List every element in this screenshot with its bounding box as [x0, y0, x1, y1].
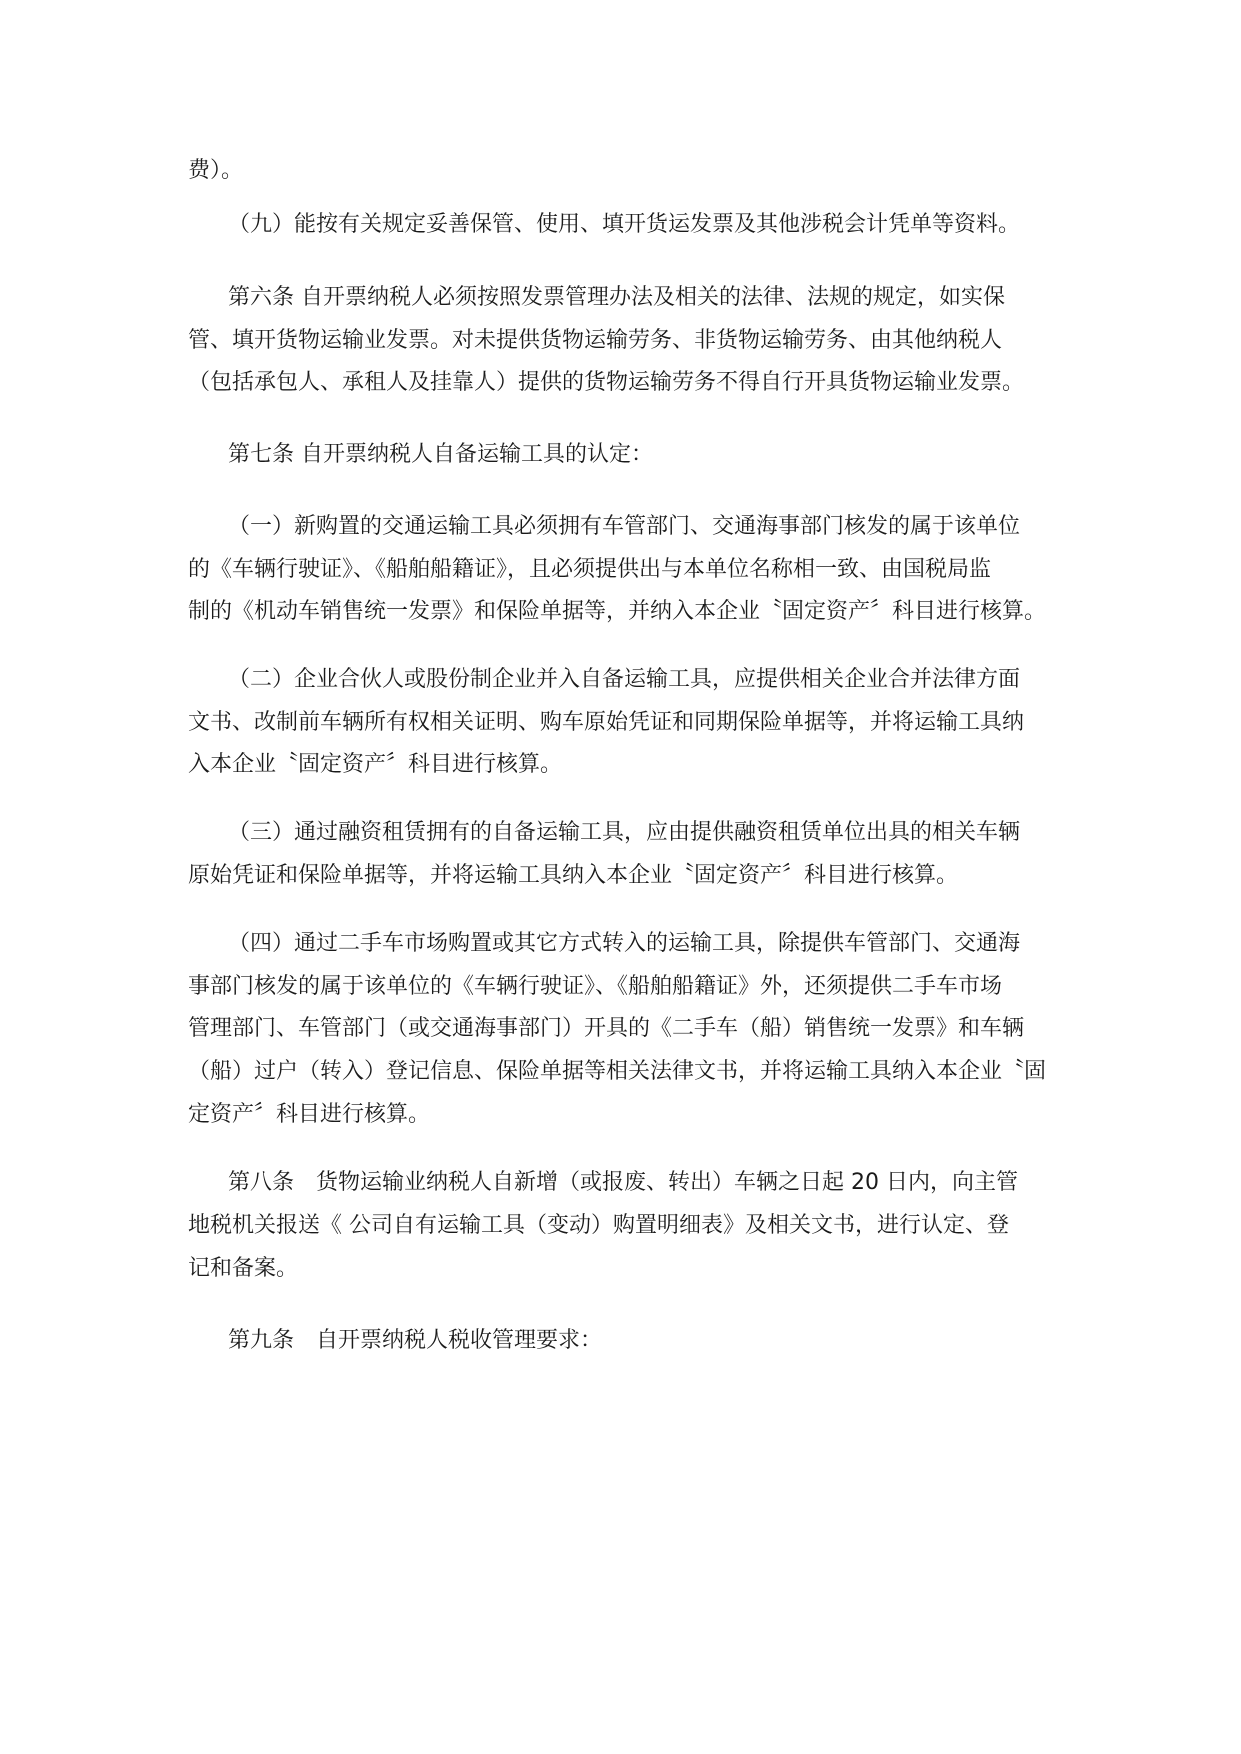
text-line: 第六条 自开票纳税人必须按照发票管理办法及相关的法律、法规的规定，如实保	[228, 285, 1005, 310]
text-line: 地税机关报送《 公司自有运输工具（变动）购置明细表》及相关文书，进行认定、登	[188, 1213, 1009, 1238]
text-line: （九）能按有关规定妥善保管、使用、填开货运发票及其他涉税会计凭单等资料。	[228, 212, 1021, 237]
text-line: 第七条 自开票纳税人自备运输工具的认定：	[228, 442, 653, 467]
text-line: （船）过户（转入）登记信息、保险单据等相关法律文书，并将运输工具纳入本企业〝固	[188, 1059, 1047, 1084]
text-line: 管理部门、车管部门（或交通海事部门）开具的《二手车（船）销售统一发票》和车辆	[188, 1016, 1025, 1041]
text-line: 事部门核发的属于该单位的《车辆行驶证》、《船舶船籍证》外，还须提供二手车市场	[188, 974, 1003, 999]
text-line: （三）通过融资租赁拥有的自备运输工具，应由提供融资租赁单位出具的相关车辆	[228, 820, 1021, 845]
text-line: 第八条 货物运输业纳税人自新增（或报废、转出）车辆之日起 20 日内，向主管	[228, 1170, 1018, 1195]
text-line: 的《车辆行驶证》、《船舶船籍证》，且必须提供出与本单位名称相一致、由国税局监	[188, 557, 992, 582]
text-line: 定资产〞科目进行核算。	[188, 1102, 431, 1127]
text-line: 原始凭证和保险单据等，并将运输工具纳入本企业〝固定资产〞科目进行核算。	[188, 863, 959, 888]
text-line: 入本企业〝固定资产〞科目进行核算。	[188, 752, 563, 777]
text-line: （一）新购置的交通运输工具必须拥有车管部门、交通海事部门核发的属于该单位	[228, 514, 1021, 539]
text-line: 管、填开货物运输业发票。对未提供货物运输劳务、非货物运输劳务、由其他纳税人	[188, 328, 1003, 353]
text-line: 费）。	[188, 158, 244, 183]
text-line: （二）企业合伙人或股份制企业并入自备运输工具，应提供相关企业合并法律方面	[228, 667, 1021, 692]
text-line: （包括承包人、承租人及挂靠人）提供的货物运输劳务不得自行开具货物运输业发票。	[188, 370, 1025, 395]
text-line: 文书、改制前车辆所有权相关证明、购车原始凭证和同期保险单据等，并将运输工具纳	[188, 710, 1025, 735]
text-line: 记和备案。	[188, 1256, 299, 1281]
text-line: （四）通过二手车市场购置或其它方式转入的运输工具，除提供车管部门、交通海	[228, 931, 1021, 956]
text-line: 第九条 自开票纳税人税收管理要求：	[228, 1328, 603, 1353]
text-line: 制的《机动车销售统一发票》和保险单据等，并纳入本企业〝固定资产〞科目进行核算。	[188, 599, 1047, 624]
